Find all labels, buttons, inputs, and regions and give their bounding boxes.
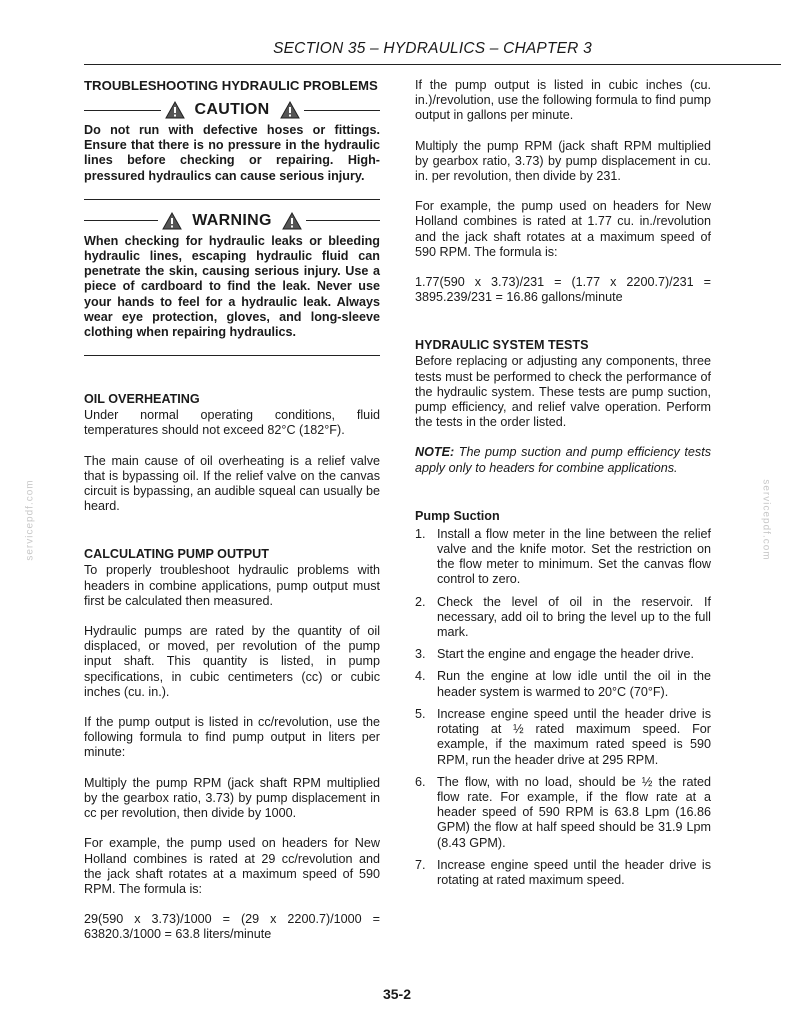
section-title: TROUBLESHOOTING HYDRAULIC PROBLEMS bbox=[84, 78, 378, 93]
warning-rule-left bbox=[84, 220, 158, 221]
page-number: 35-2 bbox=[382, 986, 412, 1002]
pump-output-p2: Hydraulic pumps are rated by the quantity of oil displaced, or moved, per revolution of the pump input shaft. This quantity is listed, in pump specifications, in cubic centimeters (cc) or cubic inches (cu. in.). bbox=[84, 624, 380, 699]
list-item: 3. Start the engine and engage the header drive. bbox=[415, 647, 694, 662]
warning-triangle-icon bbox=[162, 212, 182, 230]
warning-triangle-icon bbox=[280, 101, 300, 119]
header-rule bbox=[84, 64, 781, 65]
left-column bbox=[84, 78, 380, 958]
oil-overheating-p2: The main cause of oil overheating is a relief valve that is bypassing oil. If the relief valve on the canvas circuit is bypassing, an audible squeal can usually be heard. bbox=[84, 453, 380, 514]
pump-suction-steps bbox=[415, 527, 711, 888]
pump-output-p5: For example, the pump used on headers for New Holland combines is rated at 29 cc/revolution and the jack shaft rotates at a maximum speed of 590 RPM. The formula is: bbox=[84, 836, 380, 896]
system-tests-heading: HYDRAULIC SYSTEM TESTS bbox=[415, 338, 589, 353]
warning-label: WARNING bbox=[192, 212, 272, 230]
pump-suction-heading: Pump Suction bbox=[415, 508, 500, 523]
note-text: The pump suction and pump efficiency tests apply only to headers for combine applications. bbox=[415, 445, 711, 475]
caution-label: CAUTION bbox=[194, 101, 270, 119]
pump-output-p1: To properly troubleshoot hydraulic problems with headers in combine applications, pump output must first be calculated then measured. bbox=[84, 563, 380, 608]
pump-output-formula: 29(590 x 3.73)/1000 = (29 x 2200.7)/1000 = 63820.3/1000 = 63.8 liters/minute bbox=[84, 912, 380, 942]
caution-rule-right bbox=[304, 110, 381, 111]
warning-rule-right bbox=[306, 220, 380, 221]
note-label: NOTE: bbox=[415, 445, 455, 460]
pump-output-p4: Multiply the pump RPM (jack shaft RPM multiplied by the gearbox ratio, 3.73) by pump displacement in cc per revolution, then divide by 1000. bbox=[84, 775, 380, 821]
oil-overheating-heading: OIL OVERHEATING bbox=[84, 392, 200, 407]
page-header: SECTION 35 – HYDRAULICS – CHAPTER 3 bbox=[273, 40, 592, 57]
caution-rule-left bbox=[84, 110, 161, 111]
warning-text: When checking for hydraulic leaks or bleeding hydraulic lines, escaping hydraulic fluid can penetrate the skin, causing serious injury. Use a piece of cardboard to find the leak. Never use your hands to feel for a hydraulic leak. Always wear eye protection, gloves, and long-sleeve clothing when repairing hydraulics. bbox=[84, 233, 380, 340]
oil-overheating-p1: Under normal operating conditions, fluid temperatures should not exceed 82°C (182°F). bbox=[84, 408, 380, 438]
warning-triangle-icon bbox=[282, 212, 302, 230]
warning-bottom-rule bbox=[84, 355, 380, 356]
cu-in-p3: For example, the pump used on headers for New Holland combines is rated at 1.77 cu. in./revolution and the jack shaft rotates at a maximum speed of 590 RPM. The formula is: bbox=[415, 199, 711, 259]
list-item: 6. The flow, with no load, should be ½ the rated flow rate. For example, if the flow rate at a header speed of 590 RPM is 63.8 Lpm (16.86 GPM) the flow at half speed should be 31.9 Lpm (8.43 GPM). bbox=[415, 774, 711, 850]
cu-in-p1: If the pump output is listed in cubic inches (cu. in.)/revolution, use the following formula to find pump output in gallons per minute. bbox=[415, 78, 711, 123]
caution-bottom-rule bbox=[84, 199, 380, 200]
cu-in-formula: 1.77(590 x 3.73)/231 = (1.77 x 2200.7)/231 = 3895.239/231 = 16.86 gallons/minute bbox=[415, 275, 711, 305]
caution-text: Do not run with defective hoses or fittings. Ensure that there is no pressure in the hydraulic lines before checking or repairing. High-pressured hydraulics can cause serious injury. bbox=[84, 123, 380, 183]
cu-in-p2: Multiply the pump RPM (jack shaft RPM multiplied by gearbox ratio, 3.73) by pump displacement in cu. in. per revolution, then divide by 231. bbox=[415, 138, 711, 184]
list-item: 4. Run the engine at low idle until the oil in the header system is warmed to 20°C (70°F). bbox=[415, 669, 711, 699]
pump-output-heading: CALCULATING PUMP OUTPUT bbox=[84, 547, 269, 562]
note bbox=[415, 445, 711, 475]
list-item: 5. Increase engine speed until the header drive is rotating at ½ rated maximum speed. For example, if the maximum rated speed is 590 RPM, run the header drive at 295 RPM. bbox=[415, 706, 711, 767]
list-item: 2. Check the level of oil in the reservoir. If necessary, add oil to bring the level up to the full mark. bbox=[415, 594, 711, 640]
warning-triangle-icon bbox=[165, 101, 185, 119]
watermark-left: servicepdf.com bbox=[24, 479, 36, 561]
system-tests-p1: Before replacing or adjusting any components, three tests must be performed to check the performance of the hydraulic system. These tests are pump suction, pump efficiency, and relief valve operation. Perform the tests in the order listed. bbox=[415, 354, 711, 430]
pump-output-p3: If the pump output is listed in cc/revolution, use the following formula to find pump output in liters per minute: bbox=[84, 715, 380, 760]
warning-header bbox=[84, 212, 380, 230]
caution-header bbox=[84, 101, 380, 119]
list-item: 7. Increase engine speed until the header drive is rotating at rated maximum speed. bbox=[415, 857, 711, 887]
right-column bbox=[415, 78, 711, 895]
list-item: 1. Install a flow meter in the line between the relief valve and the knife motor. Set the restriction on the flow meter to minimum. Set the canvas flow control to zero. bbox=[415, 526, 711, 587]
watermark-right: servicepdf.com bbox=[760, 479, 772, 561]
